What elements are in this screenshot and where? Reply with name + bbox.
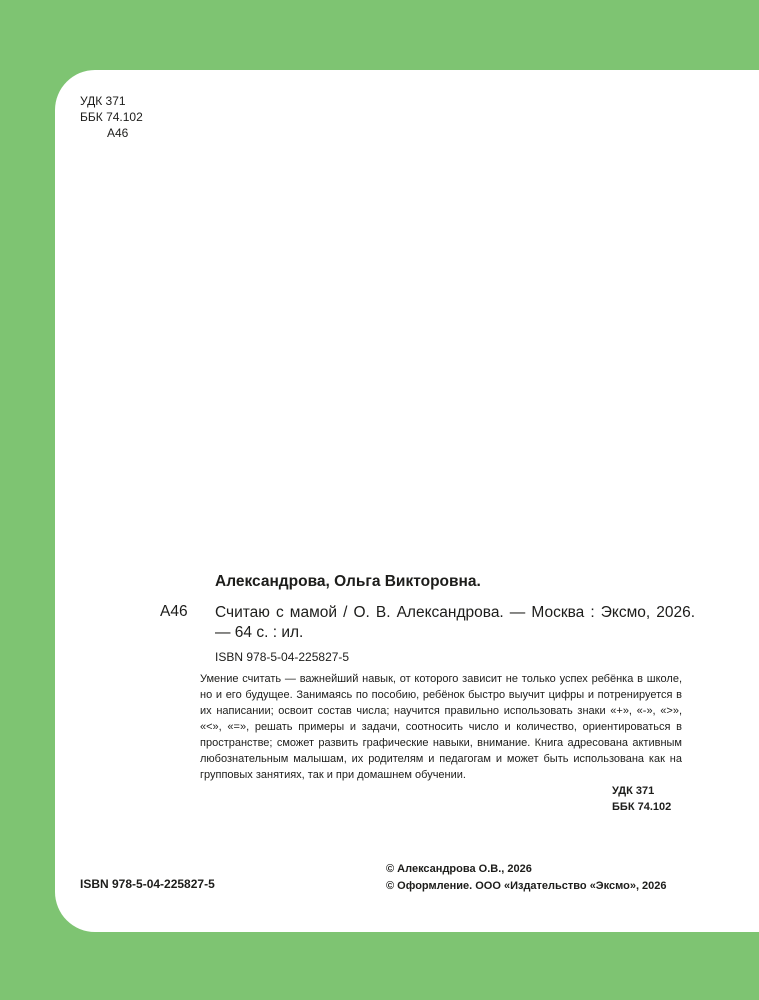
copyright-block (386, 861, 667, 895)
footer-isbn: ISBN 978-5-04-225827-5 (80, 877, 215, 891)
annotation-text: Умение считать — важнейший навык, от которого зависит не только успех ребёнка в школе, но и его будущее. Занимаясь по пособию, ребёнок быстро выучит цифры и потренируется в их написании; освоит состав числа; научится правильно использовать знаки «+», «-», «>», «<», «=», решать примеры и задачи, соотносить число и количество, ориентироваться в пространстве; сможет развить графические навыки, внимание. Книга адресована активным любознательным малышам, их родителям и педагогам и может быть использована как на групповых занятиях, так и при домашнем обучении. (200, 673, 682, 781)
record-isbn: ISBN 978-5-04-225827-5 (215, 650, 350, 664)
copyright-author: © Александрова О.В., 2026 (386, 863, 532, 875)
author-mark: А46 (107, 126, 129, 140)
bibliographic-title: Считаю с мамой / О. В. Александрова. — Москва : Эксмо, 2026. — 64 с. : ил. (215, 604, 695, 641)
bbk-code: ББК 74.102 (80, 110, 143, 124)
copyright-design: © Оформление. ООО «Издательство «Эксмо», 2026 (386, 880, 667, 892)
record-bbk: ББК 74.102 (612, 801, 672, 813)
author-name: Александрова, Ольга Викторовна. (215, 573, 481, 590)
classification-codes-record (612, 783, 682, 815)
record-udk: УДК 371 (612, 785, 655, 797)
record-author-mark: А46 (160, 603, 188, 620)
classification-codes-top (80, 93, 143, 141)
udk-code: УДК 371 (80, 94, 126, 108)
